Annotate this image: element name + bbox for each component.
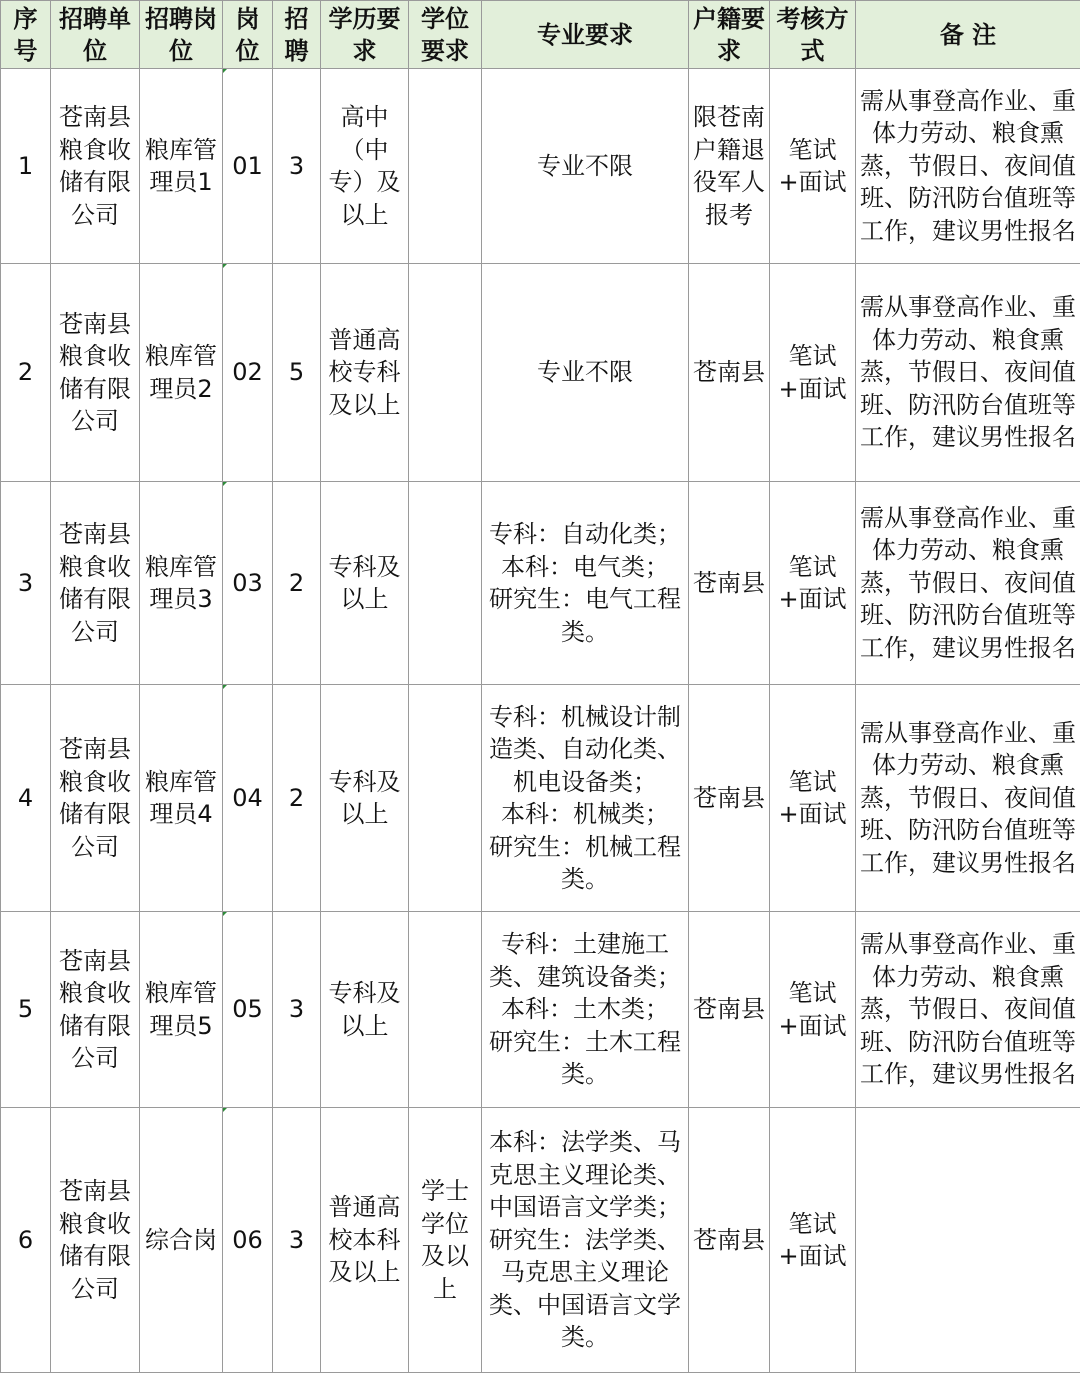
header-unit: 招聘单位: [51, 1, 140, 69]
unit-cell: 苍南县粮食收储有限公司: [51, 1108, 140, 1373]
exam-cell: 笔试+面试: [770, 264, 856, 482]
table-row: [1, 69, 1080, 264]
table-row: [1, 1108, 1080, 1373]
major-cell: 专业不限: [482, 69, 689, 264]
post-cell: 粮库管理员2: [140, 264, 223, 482]
education-cell: 高中（中专）及以上: [321, 69, 409, 264]
exam-cell: 笔试+面试: [770, 685, 856, 912]
code-cell: [223, 264, 273, 482]
cell-marker: [223, 912, 229, 918]
cell-marker: [223, 685, 229, 691]
cell-marker: [223, 1108, 229, 1114]
header-exam: 考核方式: [770, 1, 856, 69]
table-row: [1, 264, 1080, 482]
major-cell: 专科：自动化类； 本科：电气类； 研究生：电气工程类。: [482, 482, 689, 685]
exam-cell: 笔试+面试: [770, 482, 856, 685]
hukou-cell: 限苍南户籍退役军人报考: [689, 69, 770, 264]
major-cell: 本科：法学类、马克思主义理论类、中国语言文学类； 研究生：法学类、马克思主义理论类、中国语言文学类。: [482, 1108, 689, 1373]
count-cell: 3: [273, 69, 321, 264]
header-post: 招聘岗位: [140, 1, 223, 69]
post-cell: 粮库管理员4: [140, 685, 223, 912]
unit-cell: 苍南县粮食收储有限公司: [51, 264, 140, 482]
header-education: 学历要求: [321, 1, 409, 69]
seq-cell: 5: [1, 912, 51, 1108]
code-text: 01: [232, 152, 263, 180]
exam-cell: 笔试+面试: [770, 1108, 856, 1373]
education-cell: 专科及以上: [321, 482, 409, 685]
hukou-cell: 苍南县: [689, 685, 770, 912]
count-cell: 2: [273, 482, 321, 685]
post-cell: 粮库管理员1: [140, 69, 223, 264]
code-cell: [223, 69, 273, 264]
major-cell: 专科：机械设计制造类、自动化类、机电设备类； 本科：机械类； 研究生：机械工程类。: [482, 685, 689, 912]
header-code: 岗位: [223, 1, 273, 69]
education-cell: 专科及以上: [321, 685, 409, 912]
hukou-cell: 苍南县: [689, 482, 770, 685]
hukou-cell: 苍南县: [689, 912, 770, 1108]
degree-cell: [409, 264, 482, 482]
education-cell: 专科及以上: [321, 912, 409, 1108]
table-row: [1, 482, 1080, 685]
degree-cell: 学士学位及以上: [409, 1108, 482, 1373]
header-hukou: 户籍要求: [689, 1, 770, 69]
unit-cell: 苍南县粮食收储有限公司: [51, 685, 140, 912]
code-text: 05: [232, 995, 263, 1023]
code-cell: [223, 1108, 273, 1373]
major-cell: 专科：土建施工类、建筑设备类； 本科：土木类； 研究生：土木工程类。: [482, 912, 689, 1108]
degree-cell: [409, 69, 482, 264]
major-cell: 专业不限: [482, 264, 689, 482]
notes-cell: 需从事登高作业、重体力劳动、粮食熏蒸，节假日、夜间值班、防汛防台值班等工作，建议男性报名: [856, 264, 1080, 482]
notes-cell: 需从事登高作业、重体力劳动、粮食熏蒸，节假日、夜间值班、防汛防台值班等工作，建议男性报名: [856, 685, 1080, 912]
degree-cell: [409, 482, 482, 685]
header-degree: 学位要求: [409, 1, 482, 69]
count-cell: 2: [273, 685, 321, 912]
count-cell: 5: [273, 264, 321, 482]
post-cell: 粮库管理员3: [140, 482, 223, 685]
seq-cell: 6: [1, 1108, 51, 1373]
cell-marker: [223, 69, 229, 75]
notes-cell: [856, 1108, 1080, 1373]
cell-marker: [223, 482, 229, 488]
post-cell: 粮库管理员5: [140, 912, 223, 1108]
count-cell: 3: [273, 1108, 321, 1373]
notes-cell: 需从事登高作业、重体力劳动、粮食熏蒸，节假日、夜间值班、防汛防台值班等工作，建议男性报名: [856, 482, 1080, 685]
unit-cell: 苍南县粮食收储有限公司: [51, 69, 140, 264]
degree-cell: [409, 912, 482, 1108]
education-cell: 普通高校本科及以上: [321, 1108, 409, 1373]
cell-marker: [223, 264, 229, 270]
code-text: 03: [232, 569, 263, 597]
header-count: 招聘: [273, 1, 321, 69]
count-cell: 3: [273, 912, 321, 1108]
exam-cell: 笔试+面试: [770, 912, 856, 1108]
hukou-cell: 苍南县: [689, 264, 770, 482]
header-row: [1, 1, 1080, 69]
degree-cell: [409, 685, 482, 912]
education-cell: 普通高校专科及以上: [321, 264, 409, 482]
code-cell: [223, 912, 273, 1108]
code-text: 02: [232, 358, 263, 386]
seq-cell: 3: [1, 482, 51, 685]
table-row: [1, 912, 1080, 1108]
post-cell: 综合岗: [140, 1108, 223, 1373]
header-seq: 序号: [1, 1, 51, 69]
code-cell: [223, 482, 273, 685]
hukou-cell: 苍南县: [689, 1108, 770, 1373]
unit-cell: 苍南县粮食收储有限公司: [51, 912, 140, 1108]
header-major: 专业要求: [482, 1, 689, 69]
notes-cell: 需从事登高作业、重体力劳动、粮食熏蒸，节假日、夜间值班、防汛防台值班等工作，建议男性报名: [856, 69, 1080, 264]
table-row: [1, 685, 1080, 912]
seq-cell: 1: [1, 69, 51, 264]
notes-cell: 需从事登高作业、重体力劳动、粮食熏蒸，节假日、夜间值班、防汛防台值班等工作，建议男性报名: [856, 912, 1080, 1108]
seq-cell: 4: [1, 685, 51, 912]
exam-cell: 笔试+面试: [770, 69, 856, 264]
code-text: 04: [232, 784, 263, 812]
header-notes: 备 注: [856, 1, 1080, 69]
seq-cell: 2: [1, 264, 51, 482]
code-cell: [223, 685, 273, 912]
unit-cell: 苍南县粮食收储有限公司: [51, 482, 140, 685]
code-text: 06: [232, 1226, 263, 1254]
